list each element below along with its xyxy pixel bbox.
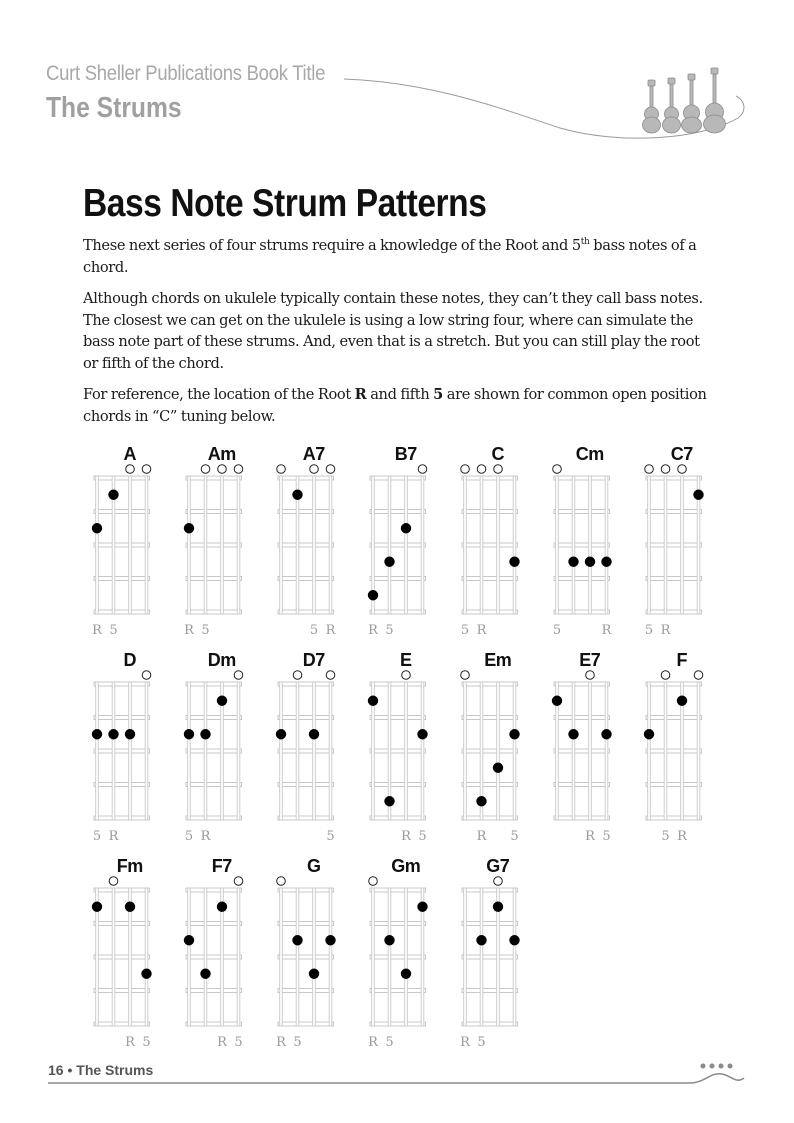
chord-name: D7 <box>302 650 325 670</box>
root-label: R <box>184 623 194 638</box>
root-label: R <box>125 1035 135 1050</box>
fifth-label: 5 <box>109 623 118 638</box>
header-chapter-title: The Strums <box>46 92 182 124</box>
fifth-label: 5 <box>385 623 394 638</box>
fifth-label: 5 <box>142 1035 151 1050</box>
fifth-label: 5 <box>92 829 102 844</box>
fifth-label: 5 <box>602 829 611 844</box>
footer-dot <box>719 1064 724 1069</box>
paragraph-intro: These next series of four strums require a knowledge of the Root and 5th bass notes of a chord. <box>83 237 697 276</box>
chord-name: G7 <box>486 856 510 876</box>
root-label: R <box>601 623 612 638</box>
section-title: Bass Note Strum Patterns <box>83 182 487 225</box>
chord-name: Dm <box>207 650 236 670</box>
chord-name: A <box>123 444 136 464</box>
chord-name: C7 <box>670 444 693 464</box>
fifth-label: 5 <box>293 1035 302 1050</box>
chord-name: Fm <box>116 856 143 876</box>
root-label: R <box>660 623 671 638</box>
fifth-label: 5 <box>552 623 562 638</box>
root-label: R <box>368 1035 378 1050</box>
chord-name: E <box>399 650 412 670</box>
root-label: R <box>217 1035 227 1050</box>
fifth-label: 5 <box>477 1035 486 1050</box>
root-label: R <box>585 829 595 844</box>
root-label: R <box>200 829 211 844</box>
footer-chapter: The Strums <box>76 1062 154 1078</box>
chord-name: C <box>491 444 504 464</box>
footer-dot <box>701 1064 706 1069</box>
chord-name: B7 <box>394 444 417 464</box>
chord-name: A7 <box>302 444 325 464</box>
chord-name: Gm <box>391 856 421 876</box>
fifth-label: 5 <box>644 623 654 638</box>
page-number: 16 <box>48 1062 64 1078</box>
chord-name: Em <box>484 650 512 670</box>
footer-separator: • <box>67 1062 73 1078</box>
header-series-title: Curt Sheller Publications Book Title <box>46 62 326 85</box>
root-label: R <box>325 623 336 638</box>
root-label: R <box>460 1035 470 1050</box>
fifth-label: 5 <box>510 829 519 844</box>
fifth-label: 5 <box>460 623 470 638</box>
fifth-label: 5 <box>234 1035 243 1050</box>
fifth-label: 5 <box>661 829 670 844</box>
root-label: R <box>401 829 411 844</box>
chord-name: G <box>306 856 321 876</box>
fifth-label: 5 <box>201 623 210 638</box>
root-label: R <box>476 623 487 638</box>
fifth-label: 5 <box>418 829 427 844</box>
fifth-label: 5 <box>385 1035 394 1050</box>
paragraph-explanation: Although chords on ukulele typically contain these notes, they can’t they call bass notes. The closest we can get on the ukulele is using a low string four, where can simulate the bass note part of these strums. And, even that is a stretch. But you can still play the root or fifth of the chord. <box>83 290 703 372</box>
paragraph-reference: For reference, the location of the Root R and fifth 5 are shown for common open position chords in “C” tuning below. <box>83 386 707 425</box>
chord-name: F7 <box>211 856 232 876</box>
chord-name: D <box>123 650 136 670</box>
fifth-label: 5 <box>326 829 335 844</box>
root-label: R <box>276 1035 286 1050</box>
fifth-label: 5 <box>184 829 194 844</box>
fifth-label: 5 <box>309 623 319 638</box>
chord-name: E7 <box>579 650 601 670</box>
chord-name: Cm <box>575 444 604 464</box>
root-label: R <box>92 623 102 638</box>
root-label: R <box>108 829 119 844</box>
footer-dot <box>728 1064 733 1069</box>
footer-dot <box>710 1064 715 1069</box>
root-label: R <box>368 623 378 638</box>
footer-swoosh <box>690 1074 744 1083</box>
chord-name: Am <box>207 444 236 464</box>
chord-name: F <box>676 650 687 670</box>
root-label: R <box>476 829 487 844</box>
root-label: R <box>677 829 687 844</box>
